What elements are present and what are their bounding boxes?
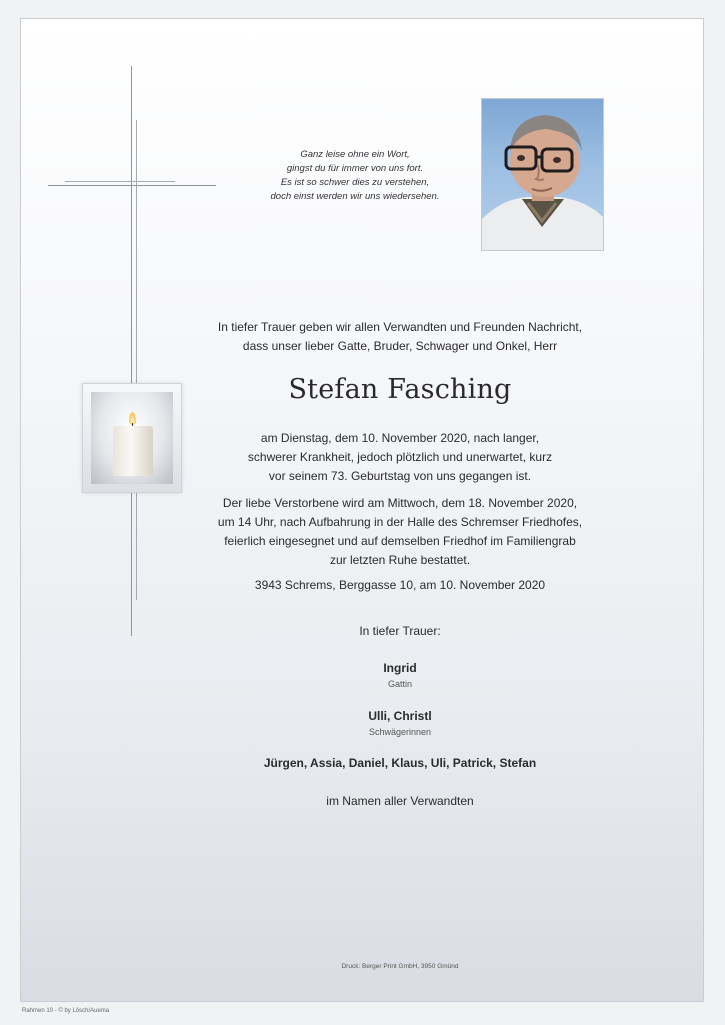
poem-line: Ganz leise ohne ein Wort,: [300, 149, 410, 160]
poem-line: Es ist so schwer dies zu verstehen,: [280, 177, 430, 188]
funeral-line: feierlich eingesegnet und auf demselben Friedhof im Familiengrab: [224, 534, 576, 548]
mourner-relation: Schwägerinnen: [368, 727, 432, 737]
death-notice: [180, 429, 620, 486]
place-date: 3943 Schrems, Berggasse 10, am 10. November 2020: [254, 578, 546, 592]
funeral-line: zur letzten Ruhe bestattet.: [329, 553, 471, 567]
intro-line: dass unser lieber Gatte, Bruder, Schwager und Onkel, Herr: [242, 339, 558, 353]
candle-background: [91, 392, 173, 484]
funeral-line: um 14 Uhr, nach Aufbahrung in der Halle des Schremser Friedhofes,: [217, 515, 583, 529]
funeral-line: Der liebe Verstorbene wird am Mittwoch, dem 18. November 2020,: [222, 496, 578, 510]
corner-note: Rahmen 10 - © by Lösch/Auema: [22, 1008, 110, 1014]
cross-horizontal-bar: [48, 185, 216, 186]
closing-text: im Namen aller Verwandten: [326, 794, 474, 808]
portrait-photo: [481, 98, 604, 251]
mourner-name: Ulli, Christl: [368, 709, 432, 723]
funeral-details: [180, 494, 620, 570]
intro-text: [180, 318, 620, 356]
portrait-illustration: [482, 99, 603, 250]
deceased-name: Stefan Fasching: [288, 374, 512, 405]
poem-line: gingst du für immer von uns fort.: [286, 163, 424, 174]
poem-line: doch einst werden wir uns wiedersehen.: [270, 191, 440, 202]
death-line: vor seinem 73. Geburtstag von uns gegangen ist.: [268, 469, 532, 483]
death-line: schwerer Krankheit, jedoch plötzlich und unerwartet, kurz: [247, 450, 553, 464]
mourner-relation: Gattin: [387, 679, 412, 689]
candle-icon: [82, 383, 182, 493]
memorial-poem: [250, 148, 460, 204]
cross-vertical-bar: [131, 66, 132, 636]
cross-horizontal-bar-inner: [65, 181, 175, 182]
cross-vertical-bar-inner: [136, 120, 137, 600]
mourning-heading: In tiefer Trauer:: [359, 624, 441, 638]
intro-line: In tiefer Trauer geben wir allen Verwandten und Freunden Nachricht,: [217, 320, 583, 334]
death-line: am Dienstag, dem 10. November 2020, nach langer,: [260, 431, 540, 445]
mourner-name: Ingrid: [383, 661, 417, 675]
candle-body: [113, 426, 153, 476]
printer-credit: Druck: Berger Print GmbH, 3950 Gmünd: [341, 963, 459, 970]
mourner-name: Jürgen, Assia, Daniel, Klaus, Uli, Patrick, Stefan: [263, 756, 537, 770]
